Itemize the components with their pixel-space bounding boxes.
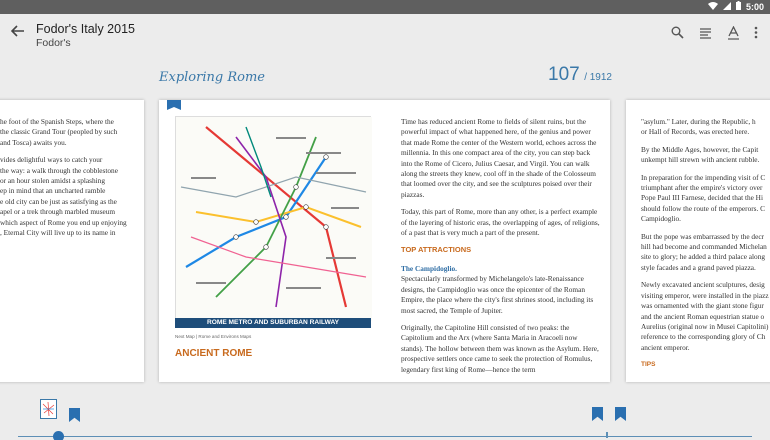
text-line: visiting emperor, were installed in the piazz	[641, 290, 769, 300]
next-page[interactable]	[626, 100, 770, 382]
text-line: and Tosca) awaits you.	[0, 137, 67, 147]
paragraph: Spectacularly transformed by Michelangelo's late-Renaissance designs, the Campidoglio was once the epicenter of the Roman Empire, the place where the city's first shrines stood, including its most sacred, the Temple of Jupiter.	[401, 274, 594, 315]
page-thumbnail[interactable]	[40, 399, 57, 419]
total-pages: / 1912	[584, 72, 612, 83]
text-line: ancient emperor.	[641, 342, 690, 352]
previous-page-text	[0, 117, 144, 245]
text-line: Campidoglio.	[641, 214, 681, 224]
text-line: reference to the corresponding glory of Ch	[641, 332, 766, 342]
tips-heading: TIPS	[641, 361, 656, 369]
scrubber-handle[interactable]	[53, 431, 64, 440]
text-line: hill had become and commanded Michelan	[641, 242, 767, 252]
current-page-view[interactable]	[159, 100, 610, 382]
text-line: unkempt hill strewn with ancient rubble.	[641, 155, 760, 165]
chapter-title: Exploring Rome	[159, 70, 265, 85]
contents-icon[interactable]	[697, 26, 713, 42]
scrubber-track[interactable]	[18, 436, 752, 437]
next-page-text	[641, 117, 770, 371]
text-line: But the pope was embarrassed by the decr	[641, 231, 764, 241]
bookmark-icon[interactable]	[69, 408, 80, 422]
more-vert-icon[interactable]	[748, 26, 764, 42]
text-line: Aurelius (original now in Musei Capitolini)	[641, 321, 769, 331]
page-number	[548, 64, 612, 86]
text-line: he foot of the Spanish Steps, where the	[0, 117, 114, 126]
book-author: Fodor's	[36, 37, 71, 49]
current-page-text	[401, 117, 601, 382]
map-title-banner: ROME METRO AND SUBURBAN RAILWAY	[175, 318, 371, 328]
text-line: , Eternal City will live up to its name in	[0, 228, 116, 238]
previous-page[interactable]	[0, 100, 144, 382]
text-line: Pope Paul III Farnese, decided that the Hi	[641, 193, 763, 203]
search-icon[interactable]	[669, 26, 685, 42]
text-line: site to glory; he added a third palace along	[641, 252, 766, 262]
book-title: Fodor's Italy 2015	[36, 22, 135, 36]
bookmark-ribbon-icon[interactable]	[167, 100, 181, 110]
text-line: style facades and a grand paved piazza.	[641, 262, 756, 272]
bookmark-icon[interactable]	[592, 407, 603, 421]
subhead-top-attractions: TOP ATTRACTIONS	[401, 245, 472, 255]
page-scrubber	[0, 396, 770, 440]
text-line: apel or a trek through marbled museum	[0, 207, 116, 217]
scrubber-tick	[606, 432, 608, 438]
text-line: ep in mind that an uncharted ramble	[0, 186, 106, 196]
text-line: By the Middle Ages, however, the Capit	[641, 144, 759, 154]
metro-map-image	[175, 116, 371, 328]
wifi-icon	[708, 2, 718, 12]
text-line: Newly excavated ancient sculptures, desig	[641, 280, 765, 290]
text-line: was ornamented with the giant stone figur	[641, 301, 764, 311]
paragraph: Time has reduced ancient Rome to fields of silent ruins, but the powerful impact of what happened here, of the genius and power that made Rome the center of the Western world, echoes across the millennia. In this one compact area of the city, you can step back into the Rome of Cicero, Julius Caesar, and Virgil. You can walk along the streets they knew, cool off in the shade of the Colosseum that loomed over the city, and see the sculptures poised over their piazzas.	[401, 117, 597, 199]
arrow-back-icon[interactable]	[8, 24, 28, 44]
bookmark-icon[interactable]	[615, 407, 626, 421]
section-heading: ANCIENT ROME	[175, 348, 253, 359]
text-line: "asylum." Later, during the Republic, h	[641, 117, 756, 126]
text-line: and the ancient Roman equestrian statue o	[641, 311, 765, 321]
text-line: or an hour stolen amidst a splashing	[0, 176, 105, 186]
entry-title: The Campidoglio.	[401, 263, 457, 273]
status-bar	[0, 0, 770, 14]
text-line: should follow the route of the emperors. C	[641, 203, 766, 213]
clock: 5:00	[745, 1, 764, 12]
current-page: 107	[548, 64, 580, 85]
text-line: triumphant after the empire's victory over	[641, 183, 763, 193]
app-bar	[0, 14, 770, 56]
map-caption-link[interactable]: Next Map | Rome and Environs Maps	[175, 334, 252, 339]
text-line: In preparation for the impending visit of C	[641, 172, 766, 182]
signal-icon	[723, 2, 731, 12]
text-line: or Hall of Records, was erected here.	[641, 127, 750, 137]
text-line: the classic Grand Tour (peopled by such	[0, 127, 118, 137]
battery-icon	[736, 1, 741, 12]
paragraph: Originally, the Capitoline Hill consisted of two peaks: the Capitolium and the Arx (where Santa Maria in Aracoeli now stands). The hollow between them was known as the Asylum. Here, prospective settlers once came to seek the protection of Romulus, legendary first king of Rome—hence the term	[401, 322, 599, 374]
text-settings-icon[interactable]	[725, 26, 741, 42]
text-line: e old city can be just as satisfying as the	[0, 196, 117, 206]
text-line: which aspect of Rome you end up enjoying	[0, 217, 127, 227]
text-line: the way: a walk through the cobblestone	[0, 165, 118, 175]
paragraph: Today, this part of Rome, more than any other, is a perfect example of the layering of historic eras, the overlapping of ages, of religions, of a past that is very much a part of the present.	[401, 207, 600, 238]
text-line: vides delightful ways to catch your	[0, 155, 103, 165]
